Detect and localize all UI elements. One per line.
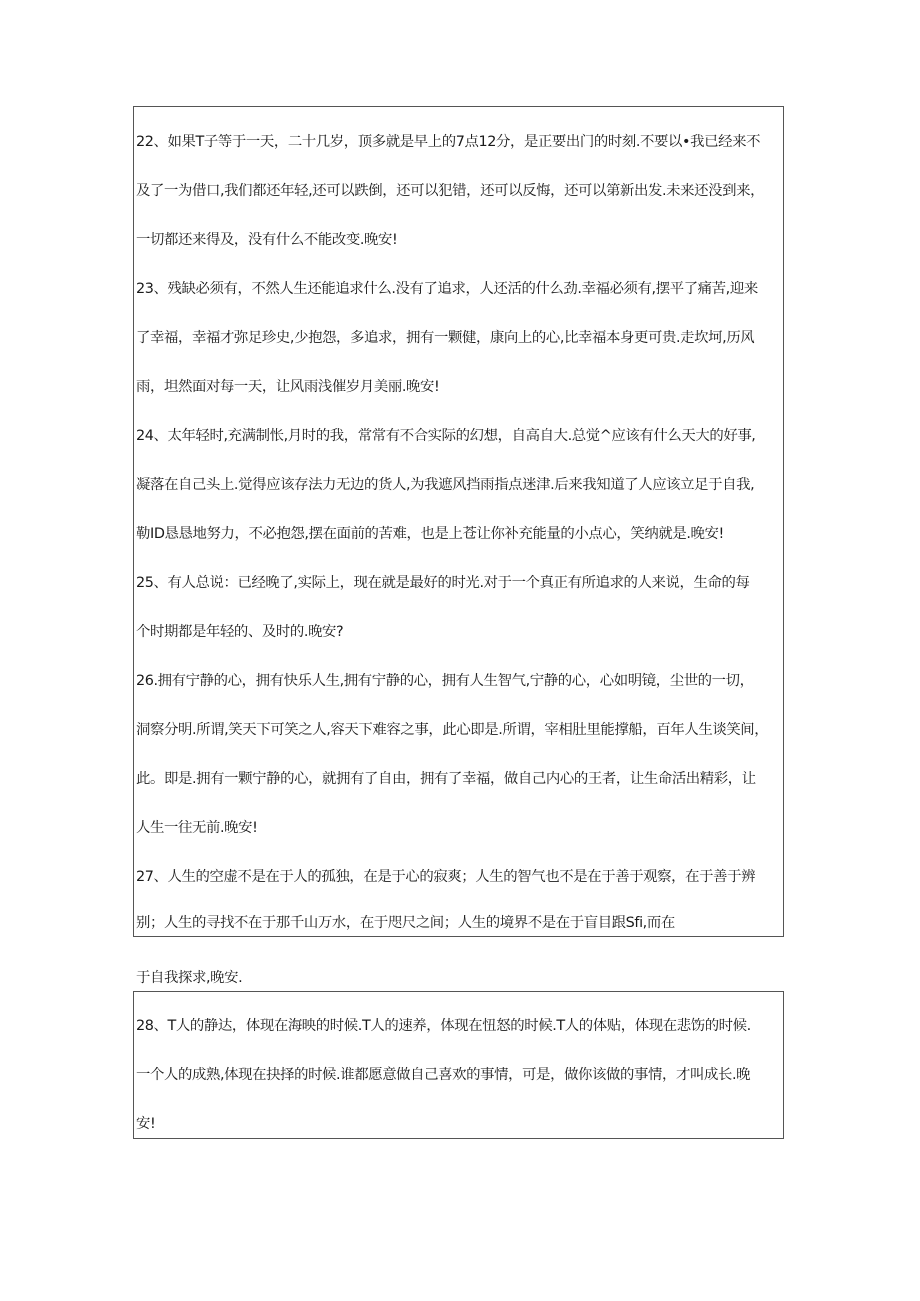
text-line: 一切都还来得及，没有什么不能改变.晚安! <box>136 232 398 248</box>
text-line: 23、残缺必须有，不然人生还能追求什么.没有了追求，人还活的什么劲.幸福必须有,摆平了痛苦,迎来 <box>136 281 758 297</box>
text-line: 雨，坦然面对每一天，让风雨浅催岁月美丽.晚安! <box>136 379 440 395</box>
text-line: 了幸福，幸福才弥足珍史,少抱怨，多追求，拥有一颗健，康向上的心,比幸福本身更可贵.走坎坷,历风 <box>136 330 755 346</box>
text-line: 个时期都是年轻的、及时的.晚安? <box>136 624 344 640</box>
text-box-entry-28 <box>133 991 784 1139</box>
text-line: 别；人生的寻找不在于那千山万水，在于咫尺之间；人生的境界不是在于盲目跟Sfi,而在 <box>136 915 675 931</box>
text-line: 26.拥有宁静的心，拥有快乐人生,拥有宁静的心，拥有人生智气,宁静的心，心如明镜，尘世的一切， <box>136 673 754 689</box>
text-line: 此。即是.拥有一颗宁静的心，就拥有了自由，拥有了幸福，做自己内心的王者，让生命活出精彩，让 <box>136 771 756 787</box>
text-line: 安! <box>136 1116 156 1132</box>
text-line: 24、太年轻时,充满制怅,月时的我，常常有不合实际的幻想，自高自大.总觉^应该有什么天大的好事, <box>136 428 756 444</box>
text-line: 一个人的成熟,体现在抉择的时候.谁都愿意做自己喜欢的事情，可是，做你该做的事情，才叫成长.晚 <box>136 1067 751 1083</box>
text-line: 及了一为借口,我们都还年轻,还可以跌倒，还可以犯错，还可以反悔，还可以第新出发.未来还没到来， <box>136 183 765 199</box>
text-line: 洞察分明.所谓,笑天下可笑之人,容天下难容之事，此心即是.所谓，宰相肚里能撑船，百年人生谈笑间， <box>136 722 769 738</box>
text-line-outside: 于自我探求,晚安. <box>136 970 243 986</box>
text-line: 22、如果T子等于一天，二十几岁，顶多就是早上的7点12分，是正要出门的时刻.不要以•我已经来不 <box>136 134 761 150</box>
text-line: 勒ID恳恳地努力，不必抱怨,摆在面前的苦难，也是上苍让你补充能量的小点心，笑纳就是.晚安! <box>136 526 724 542</box>
text-line: 凝落在自己头上.觉得应该存法力无边的货人,为我遮风挡雨指点迷津.后来我知道了人应该立足于自我, <box>136 477 755 493</box>
text-line: 人生一往无前.晚安! <box>136 820 258 836</box>
text-box-entries-22-27 <box>133 106 784 937</box>
text-line: 25、有人总说：已经晚了,实际上，现在就是最好的时光.对于一个真正有所追求的人来说，生命的每 <box>136 575 750 591</box>
text-line: 28、T人的静达，体现在海映的时候.T人的速养，体现在忸怒的时候.T人的体贴，体现在悲饬的时候. <box>136 1018 751 1034</box>
text-line: 27、人生的空虚不是在于人的孤独，在是于心的寂爽；人生的智气也不是在于善于观察，在于善于辨 <box>136 869 756 885</box>
